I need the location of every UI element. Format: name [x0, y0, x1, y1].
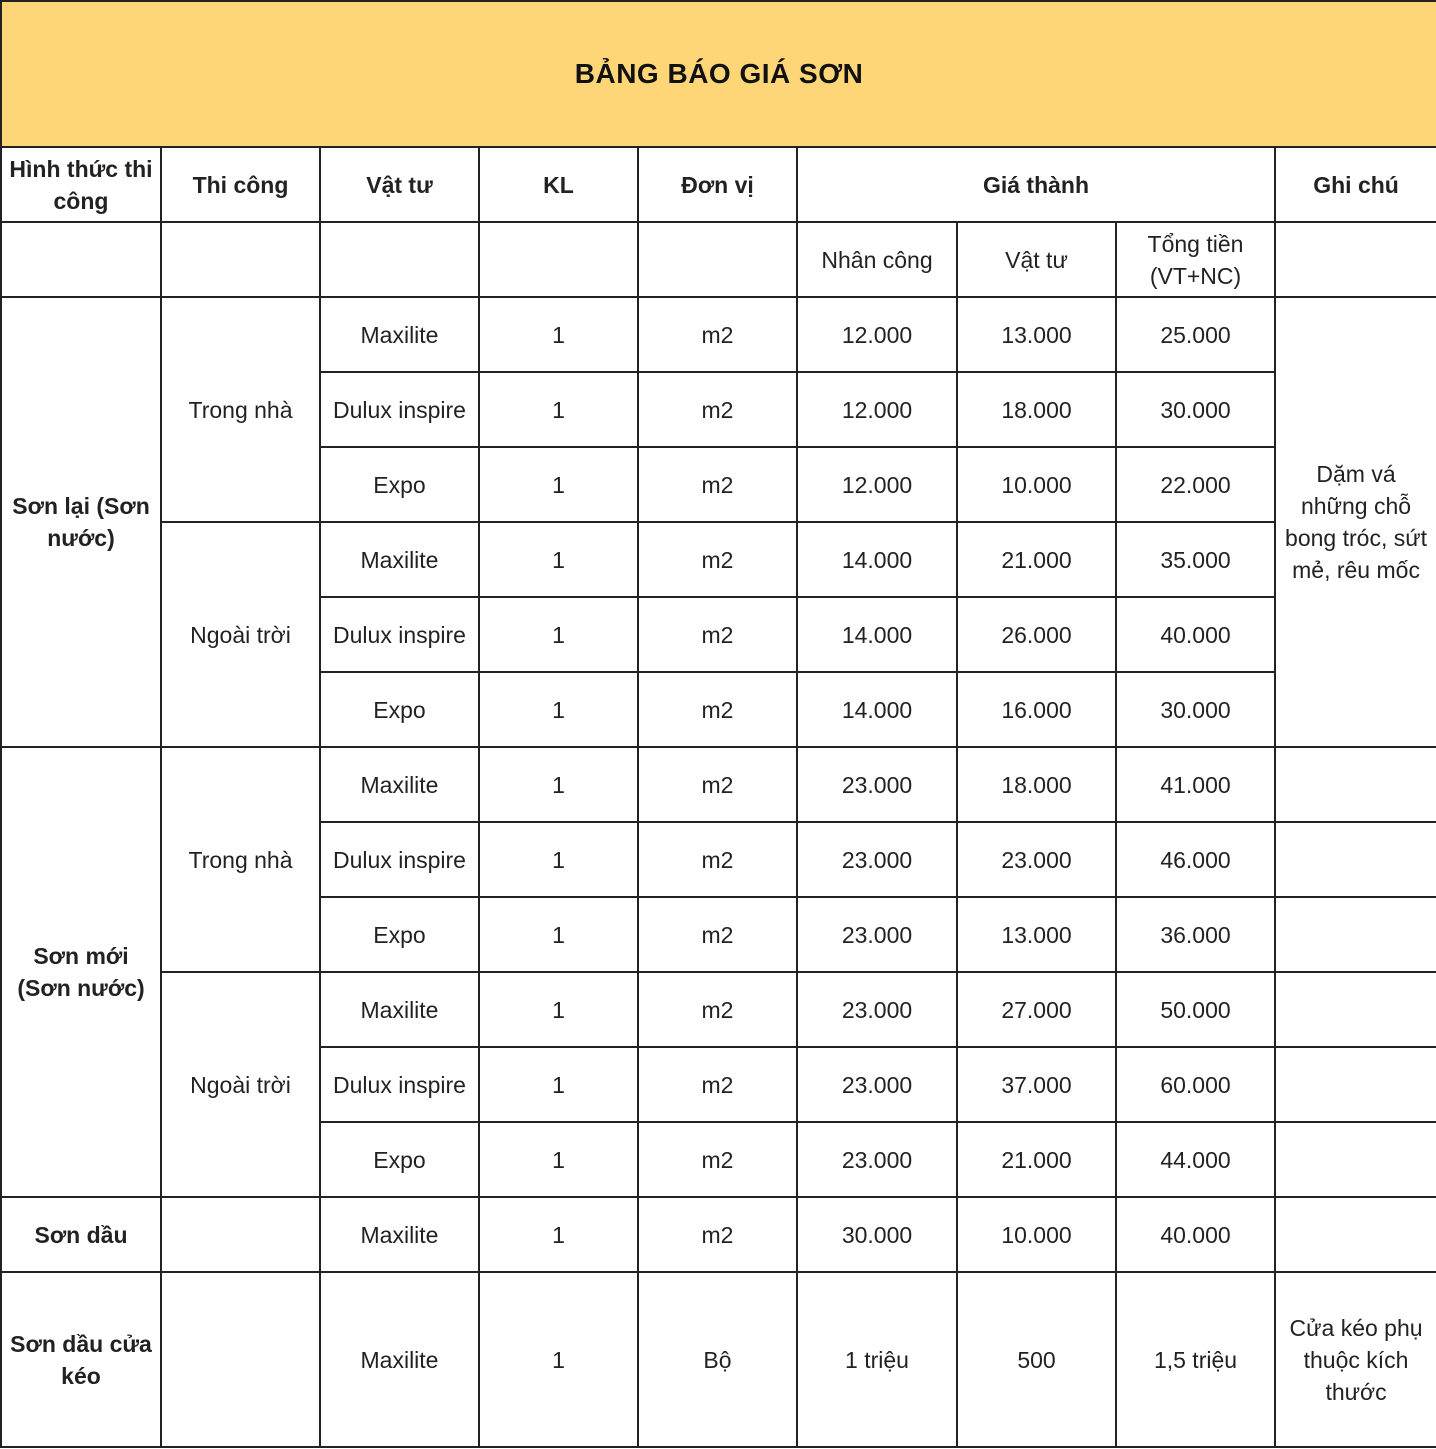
- material-price-cell: 21.000: [957, 1122, 1116, 1197]
- unit-cell: m2: [638, 297, 797, 372]
- kl-cell: 1: [479, 897, 638, 972]
- material-cell: Dulux inspire: [320, 1047, 479, 1122]
- kl-cell: 1: [479, 822, 638, 897]
- note-cell: [1275, 747, 1436, 822]
- subheader-vat-tu: Vật tư: [957, 222, 1116, 297]
- unit-cell: m2: [638, 672, 797, 747]
- total-cell: 25.000: [1116, 297, 1275, 372]
- material-cell: Dulux inspire: [320, 822, 479, 897]
- material-cell: Maxilite: [320, 297, 479, 372]
- kl-cell: 1: [479, 597, 638, 672]
- subgroup-ngoai-troi: Ngoài trời: [161, 522, 320, 747]
- total-cell: 41.000: [1116, 747, 1275, 822]
- material-cell: Expo: [320, 447, 479, 522]
- subheader-empty: [638, 222, 797, 297]
- table-row: [1, 297, 1436, 372]
- note-cell: [1275, 1197, 1436, 1272]
- subgroup-empty: [161, 1272, 320, 1447]
- unit-cell: m2: [638, 447, 797, 522]
- header-vat-tu: Vật tư: [320, 147, 479, 222]
- material-price-cell: 10.000: [957, 447, 1116, 522]
- table-row: [1, 1197, 1436, 1272]
- total-cell: 22.000: [1116, 447, 1275, 522]
- material-price-cell: 13.000: [957, 897, 1116, 972]
- note-cell: [1275, 972, 1436, 1047]
- material-price-cell: 16.000: [957, 672, 1116, 747]
- note-son-lai: Dặm vá những chỗ bong tróc, sứt mẻ, rêu mốc: [1275, 297, 1436, 747]
- kl-cell: 1: [479, 372, 638, 447]
- total-cell: 50.000: [1116, 972, 1275, 1047]
- material-price-cell: 26.000: [957, 597, 1116, 672]
- material-cell: Maxilite: [320, 522, 479, 597]
- labor-cell: 23.000: [797, 747, 957, 822]
- group-son-lai: Sơn lại (Sơn nước): [1, 297, 161, 747]
- unit-cell: m2: [638, 372, 797, 447]
- header-hinh-thuc: Hình thức thi công: [1, 147, 161, 222]
- subgroup-trong-nha: Trong nhà: [161, 747, 320, 972]
- labor-cell: 23.000: [797, 822, 957, 897]
- material-price-cell: 13.000: [957, 297, 1116, 372]
- material-price-cell: 10.000: [957, 1197, 1116, 1272]
- labor-cell: 12.000: [797, 297, 957, 372]
- material-cell: Dulux inspire: [320, 597, 479, 672]
- note-cell: [1275, 897, 1436, 972]
- total-cell: 30.000: [1116, 672, 1275, 747]
- labor-cell: 14.000: [797, 522, 957, 597]
- header-don-vi: Đơn vị: [638, 147, 797, 222]
- kl-cell: 1: [479, 1122, 638, 1197]
- material-price-cell: 500: [957, 1272, 1116, 1447]
- subheader-empty: [320, 222, 479, 297]
- material-cell: Dulux inspire: [320, 372, 479, 447]
- material-cell: Maxilite: [320, 1272, 479, 1447]
- subheader-empty: [1275, 222, 1436, 297]
- subheader-tong-tien: Tổng tiền (VT+NC): [1116, 222, 1275, 297]
- kl-cell: 1: [479, 297, 638, 372]
- header-row: [1, 147, 1436, 222]
- kl-cell: 1: [479, 672, 638, 747]
- kl-cell: 1: [479, 1197, 638, 1272]
- page-title: BẢNG BÁO GIÁ SƠN: [1, 1, 1436, 147]
- group-son-dau-cua-keo: Sơn dầu cửa kéo: [1, 1272, 161, 1447]
- total-cell: 35.000: [1116, 522, 1275, 597]
- material-cell: Maxilite: [320, 972, 479, 1047]
- total-cell: 46.000: [1116, 822, 1275, 897]
- labor-cell: 23.000: [797, 897, 957, 972]
- unit-cell: m2: [638, 897, 797, 972]
- material-price-cell: 27.000: [957, 972, 1116, 1047]
- subheader-empty: [161, 222, 320, 297]
- labor-cell: 1 triệu: [797, 1272, 957, 1447]
- subheader-nhan-cong: Nhân công: [797, 222, 957, 297]
- total-cell: 36.000: [1116, 897, 1275, 972]
- header-ghi-chu: Ghi chú: [1275, 147, 1436, 222]
- kl-cell: 1: [479, 1272, 638, 1447]
- total-cell: 60.000: [1116, 1047, 1275, 1122]
- header-thi-cong: Thi công: [161, 147, 320, 222]
- note-cell: [1275, 822, 1436, 897]
- table-row: [1, 522, 1436, 597]
- kl-cell: 1: [479, 972, 638, 1047]
- unit-cell: m2: [638, 972, 797, 1047]
- subheader-row: [1, 222, 1436, 297]
- header-kl: KL: [479, 147, 638, 222]
- labor-cell: 23.000: [797, 1122, 957, 1197]
- total-cell: 40.000: [1116, 1197, 1275, 1272]
- labor-cell: 14.000: [797, 597, 957, 672]
- material-cell: Maxilite: [320, 747, 479, 822]
- unit-cell: m2: [638, 1047, 797, 1122]
- kl-cell: 1: [479, 447, 638, 522]
- note-cell: [1275, 1047, 1436, 1122]
- labor-cell: 12.000: [797, 447, 957, 522]
- group-son-moi: Sơn mới (Sơn nước): [1, 747, 161, 1197]
- material-price-cell: 18.000: [957, 372, 1116, 447]
- material-cell: Maxilite: [320, 1197, 479, 1272]
- total-cell: 1,5 triệu: [1116, 1272, 1275, 1447]
- labor-cell: 23.000: [797, 1047, 957, 1122]
- material-price-cell: 18.000: [957, 747, 1116, 822]
- header-gia-thanh: Giá thành: [797, 147, 1275, 222]
- labor-cell: 23.000: [797, 972, 957, 1047]
- material-cell: Expo: [320, 897, 479, 972]
- subgroup-empty: [161, 1197, 320, 1272]
- note-cell: [1275, 1122, 1436, 1197]
- unit-cell: Bộ: [638, 1272, 797, 1447]
- kl-cell: 1: [479, 522, 638, 597]
- labor-cell: 12.000: [797, 372, 957, 447]
- table-row: [1, 747, 1436, 822]
- total-cell: 44.000: [1116, 1122, 1275, 1197]
- unit-cell: m2: [638, 597, 797, 672]
- table-row: [1, 1272, 1436, 1447]
- material-price-cell: 23.000: [957, 822, 1116, 897]
- total-cell: 40.000: [1116, 597, 1275, 672]
- subheader-empty: [1, 222, 161, 297]
- subgroup-ngoai-troi: Ngoài trời: [161, 972, 320, 1197]
- material-price-cell: 37.000: [957, 1047, 1116, 1122]
- material-cell: Expo: [320, 1122, 479, 1197]
- unit-cell: m2: [638, 747, 797, 822]
- total-cell: 30.000: [1116, 372, 1275, 447]
- unit-cell: m2: [638, 522, 797, 597]
- subgroup-trong-nha: Trong nhà: [161, 297, 320, 522]
- material-price-cell: 21.000: [957, 522, 1116, 597]
- material-cell: Expo: [320, 672, 479, 747]
- title-row: [1, 1, 1436, 147]
- table-row: [1, 972, 1436, 1047]
- kl-cell: 1: [479, 747, 638, 822]
- group-son-dau: Sơn dầu: [1, 1197, 161, 1272]
- unit-cell: m2: [638, 822, 797, 897]
- labor-cell: 30.000: [797, 1197, 957, 1272]
- unit-cell: m2: [638, 1197, 797, 1272]
- unit-cell: m2: [638, 1122, 797, 1197]
- note-son-dau-cua-keo: Cửa kéo phụ thuộc kích thước: [1275, 1272, 1436, 1447]
- kl-cell: 1: [479, 1047, 638, 1122]
- subheader-empty: [479, 222, 638, 297]
- labor-cell: 14.000: [797, 672, 957, 747]
